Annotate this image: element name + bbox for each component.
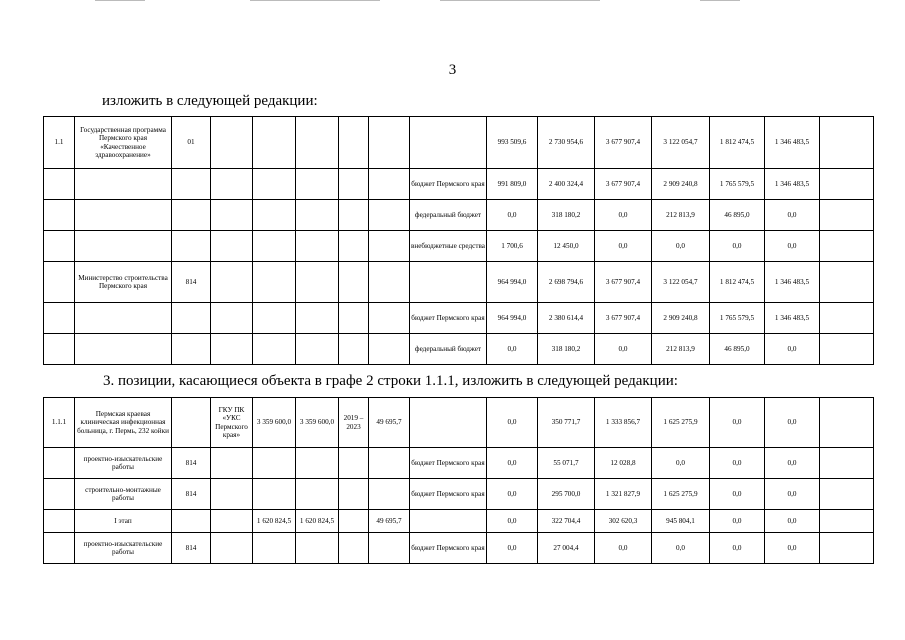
- name-cell: [75, 169, 172, 200]
- period-cell: [339, 533, 369, 564]
- value-cell: 3 677 907,4: [595, 117, 652, 169]
- code-cell: [172, 231, 211, 262]
- row-number-cell: [44, 231, 75, 262]
- executor-cell: [211, 533, 253, 564]
- object-funding-table: [43, 397, 874, 564]
- cost-2-cell: [296, 479, 339, 510]
- value-cell: 1 321 827,9: [595, 479, 652, 510]
- row-number-cell: [44, 334, 75, 365]
- value-cell: 12 450,0: [538, 231, 595, 262]
- table-row: [44, 303, 874, 334]
- value-cell: 1 346 483,5: [765, 169, 820, 200]
- cost-cell: [253, 231, 296, 262]
- table-row: [44, 398, 874, 448]
- value-cell: 322 704,4: [538, 510, 595, 533]
- source-cell: бюджет Пермского края: [410, 448, 487, 479]
- period-cell: [339, 262, 369, 303]
- page-number: 3: [448, 62, 457, 78]
- row-number-cell: 1.1: [44, 117, 75, 169]
- row-number-cell: [44, 262, 75, 303]
- executor-cell: ГКУ ПК «УКС Пермского края»: [211, 398, 253, 448]
- empty-cell: [820, 398, 874, 448]
- name-cell: [75, 334, 172, 365]
- source-cell: [410, 510, 487, 533]
- value-cell: 2 909 240,8: [652, 169, 710, 200]
- executor-cell: [211, 117, 253, 169]
- scan-edge-line: [700, 0, 740, 1]
- value-cell: 3 122 054,7: [652, 117, 710, 169]
- prior-value-cell: [369, 231, 410, 262]
- cost-2-cell: 1 620 824,5: [296, 510, 339, 533]
- name-cell: Министерство строительства Пермского края: [75, 262, 172, 303]
- code-cell: 814: [172, 479, 211, 510]
- value-cell: 2 698 794,6: [538, 262, 595, 303]
- empty-cell: [820, 169, 874, 200]
- cost-cell: [253, 533, 296, 564]
- value-cell: 302 620,3: [595, 510, 652, 533]
- row-number-cell: [44, 510, 75, 533]
- code-cell: [172, 334, 211, 365]
- value-cell: 964 994,0: [487, 262, 538, 303]
- value-cell: 3 122 054,7: [652, 262, 710, 303]
- value-cell: 1 333 856,7: [595, 398, 652, 448]
- table-row: [44, 200, 874, 231]
- value-cell: 0,0: [652, 533, 710, 564]
- value-cell: 2 730 954,6: [538, 117, 595, 169]
- value-cell: 2 380 614,4: [538, 303, 595, 334]
- period-cell: 2019 – 2023: [339, 398, 369, 448]
- table-row: [44, 448, 874, 479]
- prior-value-cell: [369, 117, 410, 169]
- table-row: [44, 334, 874, 365]
- name-cell: I этап: [75, 510, 172, 533]
- cost-2-cell: [296, 262, 339, 303]
- empty-cell: [820, 334, 874, 365]
- empty-cell: [820, 262, 874, 303]
- executor-cell: [211, 448, 253, 479]
- code-cell: 01: [172, 117, 211, 169]
- value-cell: 212 813,9: [652, 200, 710, 231]
- source-cell: [410, 398, 487, 448]
- value-cell: 3 677 907,4: [595, 303, 652, 334]
- period-cell: [339, 169, 369, 200]
- value-cell: 0,0: [652, 448, 710, 479]
- source-cell: федеральный бюджет: [410, 200, 487, 231]
- code-cell: [172, 200, 211, 231]
- prior-value-cell: [369, 479, 410, 510]
- value-cell: 1 346 483,5: [765, 262, 820, 303]
- row-number-cell: [44, 169, 75, 200]
- cost-2-cell: [296, 448, 339, 479]
- period-cell: [339, 334, 369, 365]
- name-cell: [75, 231, 172, 262]
- row-number-cell: [44, 448, 75, 479]
- cost-2-cell: [296, 231, 339, 262]
- table-row: [44, 117, 874, 169]
- value-cell: 0,0: [487, 200, 538, 231]
- cost-2-cell: [296, 200, 339, 231]
- period-cell: [339, 510, 369, 533]
- value-cell: 318 180,2: [538, 200, 595, 231]
- executor-cell: [211, 303, 253, 334]
- cost-cell: 1 620 824,5: [253, 510, 296, 533]
- scan-edge-line: [250, 0, 380, 1]
- value-cell: 212 813,9: [652, 334, 710, 365]
- row-number-cell: [44, 200, 75, 231]
- value-cell: 0,0: [765, 510, 820, 533]
- cost-cell: [253, 262, 296, 303]
- value-cell: 0,0: [710, 231, 765, 262]
- value-cell: 1 700,6: [487, 231, 538, 262]
- value-cell: 1 625 275,9: [652, 398, 710, 448]
- value-cell: 0,0: [710, 448, 765, 479]
- row-number-cell: [44, 303, 75, 334]
- value-cell: 0,0: [765, 200, 820, 231]
- value-cell: 318 180,2: [538, 334, 595, 365]
- executor-cell: [211, 262, 253, 303]
- value-cell: 1 812 474,5: [710, 117, 765, 169]
- source-cell: внебюджетные средства: [410, 231, 487, 262]
- cost-cell: [253, 117, 296, 169]
- source-cell: бюджет Пермского края: [410, 303, 487, 334]
- value-cell: 0,0: [710, 479, 765, 510]
- value-cell: 295 700,0: [538, 479, 595, 510]
- period-cell: [339, 200, 369, 231]
- cost-2-cell: [296, 117, 339, 169]
- row-number-cell: [44, 479, 75, 510]
- empty-cell: [820, 533, 874, 564]
- code-cell: [172, 303, 211, 334]
- table-row: [44, 231, 874, 262]
- source-cell: [410, 262, 487, 303]
- value-cell: 1 812 474,5: [710, 262, 765, 303]
- name-cell: проектно-изыскательские работы: [75, 533, 172, 564]
- row-number-cell: 1.1.1: [44, 398, 75, 448]
- executor-cell: [211, 334, 253, 365]
- code-cell: [172, 169, 211, 200]
- period-cell: [339, 479, 369, 510]
- scan-edge-line: [95, 0, 145, 1]
- value-cell: 964 994,0: [487, 303, 538, 334]
- section-heading-positions: 3. позиции, касающиеся объекта в графе 2 строки 1.1.1, изложить в следующей редакции:: [103, 373, 678, 389]
- program-funding-table: [43, 116, 874, 365]
- value-cell: 0,0: [710, 398, 765, 448]
- value-cell: 945 804,1: [652, 510, 710, 533]
- cost-2-cell: [296, 533, 339, 564]
- executor-cell: [211, 169, 253, 200]
- value-cell: 0,0: [595, 334, 652, 365]
- value-cell: 0,0: [710, 533, 765, 564]
- value-cell: 991 809,0: [487, 169, 538, 200]
- value-cell: 1 765 579,5: [710, 169, 765, 200]
- table-row: [44, 533, 874, 564]
- value-cell: 2 400 324,4: [538, 169, 595, 200]
- name-cell: Государственная программа Пермского края «Качественное здравоохранение»: [75, 117, 172, 169]
- value-cell: 3 677 907,4: [595, 169, 652, 200]
- value-cell: 0,0: [652, 231, 710, 262]
- name-cell: [75, 200, 172, 231]
- cost-cell: [253, 479, 296, 510]
- cost-2-cell: 3 359 600,0: [296, 398, 339, 448]
- table-row: [44, 479, 874, 510]
- empty-cell: [820, 448, 874, 479]
- value-cell: 46 895,0: [710, 200, 765, 231]
- name-cell: строительно-монтажные работы: [75, 479, 172, 510]
- code-cell: 814: [172, 448, 211, 479]
- executor-cell: [211, 510, 253, 533]
- value-cell: 0,0: [765, 479, 820, 510]
- value-cell: 1 346 483,5: [765, 303, 820, 334]
- prior-value-cell: [369, 303, 410, 334]
- value-cell: 46 895,0: [710, 334, 765, 365]
- empty-cell: [820, 303, 874, 334]
- value-cell: 0,0: [765, 334, 820, 365]
- value-cell: 350 771,7: [538, 398, 595, 448]
- source-cell: [410, 117, 487, 169]
- prior-value-cell: [369, 169, 410, 200]
- value-cell: 0,0: [595, 231, 652, 262]
- prior-value-cell: [369, 200, 410, 231]
- value-cell: 1 625 275,9: [652, 479, 710, 510]
- code-cell: 814: [172, 262, 211, 303]
- period-cell: [339, 448, 369, 479]
- value-cell: 0,0: [487, 533, 538, 564]
- table-row: [44, 262, 874, 303]
- source-cell: бюджет Пермского края: [410, 169, 487, 200]
- value-cell: 1 346 483,5: [765, 117, 820, 169]
- period-cell: [339, 117, 369, 169]
- prior-value-cell: [369, 533, 410, 564]
- row-number-cell: [44, 533, 75, 564]
- empty-cell: [820, 510, 874, 533]
- table-row: [44, 169, 874, 200]
- code-cell: [172, 398, 211, 448]
- value-cell: 0,0: [487, 334, 538, 365]
- value-cell: 55 071,7: [538, 448, 595, 479]
- value-cell: 0,0: [765, 231, 820, 262]
- cost-cell: [253, 334, 296, 365]
- value-cell: 0,0: [595, 533, 652, 564]
- code-cell: 814: [172, 533, 211, 564]
- value-cell: 12 028,8: [595, 448, 652, 479]
- value-cell: 3 677 907,4: [595, 262, 652, 303]
- prior-value-cell: 49 695,7: [369, 398, 410, 448]
- value-cell: 0,0: [487, 510, 538, 533]
- value-cell: 0,0: [487, 448, 538, 479]
- empty-cell: [820, 117, 874, 169]
- cost-2-cell: [296, 303, 339, 334]
- prior-value-cell: [369, 262, 410, 303]
- value-cell: 0,0: [765, 398, 820, 448]
- value-cell: 0,0: [487, 398, 538, 448]
- value-cell: 0,0: [765, 533, 820, 564]
- executor-cell: [211, 479, 253, 510]
- name-cell: проектно-изыскательские работы: [75, 448, 172, 479]
- prior-value-cell: [369, 334, 410, 365]
- value-cell: 27 004,4: [538, 533, 595, 564]
- cost-cell: [253, 303, 296, 334]
- cost-2-cell: [296, 169, 339, 200]
- empty-cell: [820, 479, 874, 510]
- cost-cell: 3 359 600,0: [253, 398, 296, 448]
- code-cell: [172, 510, 211, 533]
- period-cell: [339, 303, 369, 334]
- source-cell: бюджет Пермского края: [410, 533, 487, 564]
- source-cell: федеральный бюджет: [410, 334, 487, 365]
- value-cell: 1 765 579,5: [710, 303, 765, 334]
- section-heading: изложить в следующей редакции:: [102, 93, 318, 109]
- name-cell: [75, 303, 172, 334]
- table-row: [44, 510, 874, 533]
- prior-value-cell: [369, 448, 410, 479]
- value-cell: 0,0: [595, 200, 652, 231]
- scan-edge-line: [440, 0, 600, 1]
- cost-cell: [253, 200, 296, 231]
- value-cell: 0,0: [487, 479, 538, 510]
- cost-cell: [253, 169, 296, 200]
- executor-cell: [211, 200, 253, 231]
- executor-cell: [211, 231, 253, 262]
- value-cell: 0,0: [710, 510, 765, 533]
- name-cell: Пермская краевая клиническая инфекционная больница, г. Пермь, 232 койки: [75, 398, 172, 448]
- value-cell: 0,0: [765, 448, 820, 479]
- cost-cell: [253, 448, 296, 479]
- empty-cell: [820, 231, 874, 262]
- empty-cell: [820, 200, 874, 231]
- source-cell: бюджет Пермского края: [410, 479, 487, 510]
- value-cell: 2 909 240,8: [652, 303, 710, 334]
- prior-value-cell: 49 695,7: [369, 510, 410, 533]
- cost-2-cell: [296, 334, 339, 365]
- value-cell: 993 509,6: [487, 117, 538, 169]
- period-cell: [339, 231, 369, 262]
